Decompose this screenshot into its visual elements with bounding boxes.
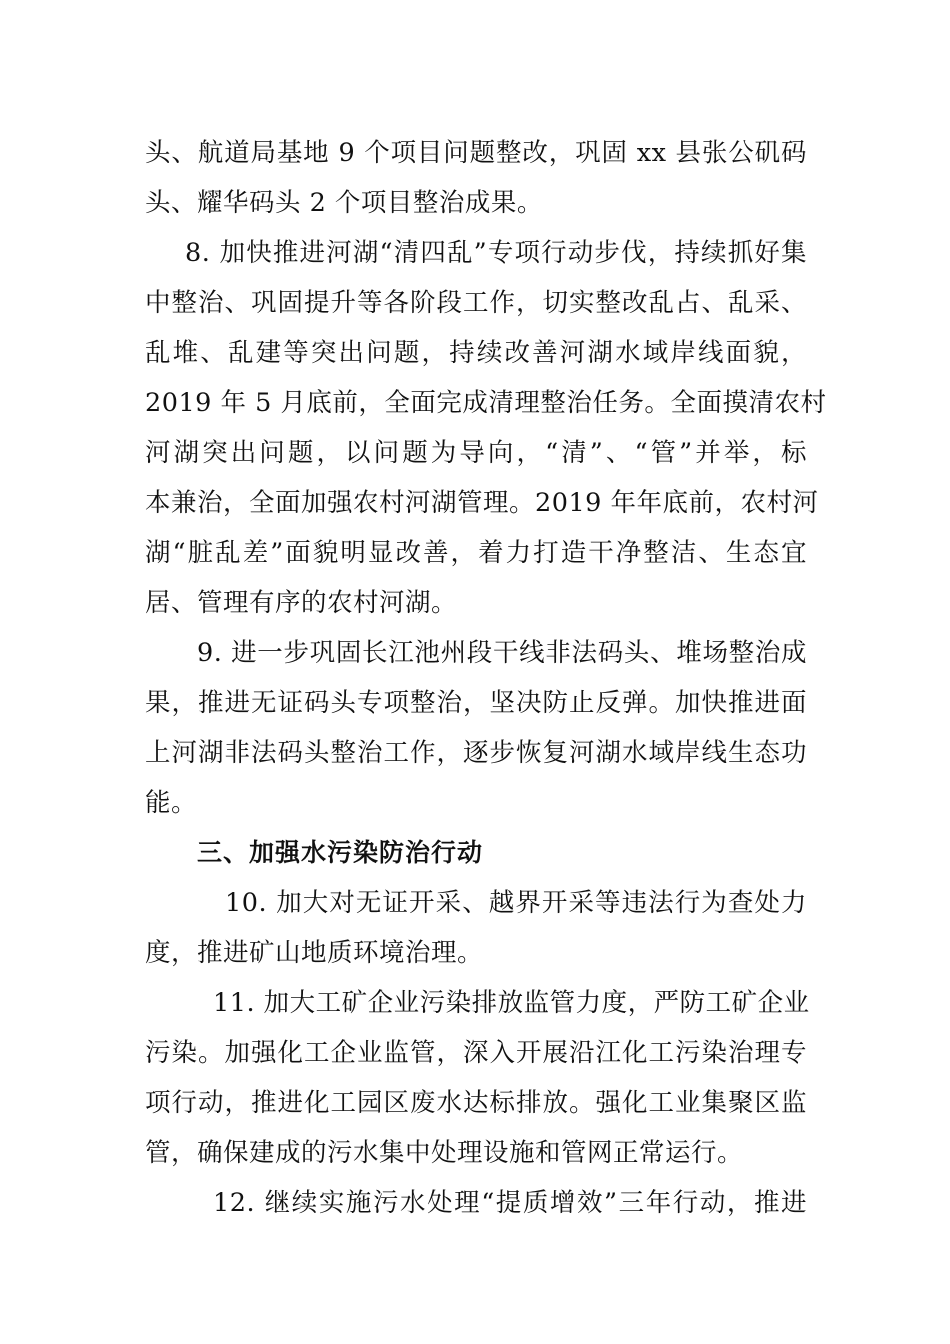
section-heading: 三、加强水污染防治行动 <box>197 838 484 867</box>
paragraph-line: 度，推进矿山地质环境治理。 <box>145 938 484 968</box>
paragraph-line: 中整治、巩固提升等各阶段工作，切实整改乱占、乱采、 <box>145 288 807 318</box>
paragraph-line: 污染。加强化工企业监管，深入开展沿江化工污染治理专 <box>145 1038 807 1068</box>
paragraph-line: 头、航道局基地 9 个项目问题整改，巩固 xx 县张公矶码 <box>145 138 807 168</box>
paragraph-line: 本兼治，全面加强农村河湖管理。2019 年年底前，农村河 <box>145 488 819 518</box>
paragraph-line: 2019 年 5 月底前，全面完成清理整治任务。全面摸清农村 <box>145 388 827 418</box>
paragraph-line: 河湖突出问题，以问题为导向，“清”、“管”并举，标 <box>145 438 807 468</box>
paragraph-line: 9. 进一步巩固长江池州段干线非法码头、堆场整治成 <box>197 638 807 668</box>
paragraph-line: 12. 继续实施污水处理“提质增效”三年行动，推进 <box>213 1188 807 1218</box>
paragraph-line: 管，确保建成的污水集中处理设施和管网正常运行。 <box>145 1138 744 1168</box>
paragraph-line: 乱堆、乱建等突出问题，持续改善河湖水域岸线面貌， <box>145 338 807 368</box>
paragraph-line: 果，推进无证码头专项整治，坚决防止反弹。加快推进面 <box>145 688 807 718</box>
paragraph-line: 头、耀华码头 2 个项目整治成果。 <box>145 188 543 218</box>
paragraph-line: 居、管理有序的农村河湖。 <box>145 588 458 618</box>
paragraph-line: 8. 加快推进河湖“清四乱”专项行动步伐，持续抓好集 <box>185 238 807 268</box>
paragraph-line: 项行动，推进化工园区废水达标排放。强化工业集聚区监 <box>145 1088 807 1118</box>
paragraph-line: 能。 <box>145 788 198 818</box>
paragraph-line: 10. 加大对无证开采、越界开采等违法行为查处力 <box>225 888 807 918</box>
paragraph-line: 湖“脏乱差”面貌明显改善，着力打造干净整洁、生态宜 <box>145 538 807 568</box>
paragraph-line: 上河湖非法码头整治工作，逐步恢复河湖水域岸线生态功 <box>145 738 807 768</box>
paragraph-line: 11. 加大工矿企业污染排放监管力度，严防工矿企业 <box>213 988 810 1018</box>
